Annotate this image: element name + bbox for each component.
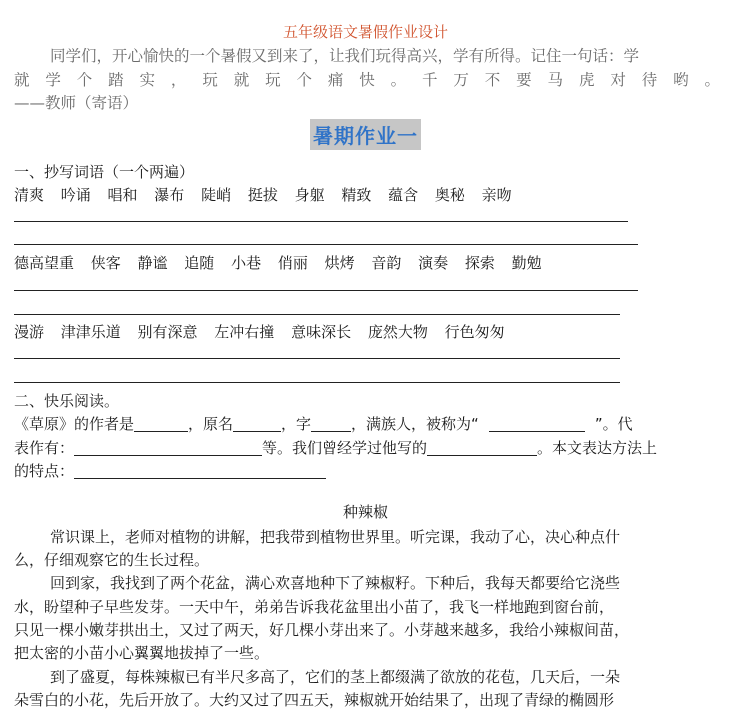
story-line: 回到家，我找到了两个花盆，满心欢喜地种下了辣椒籽。下种后，我每天都要给它浇些	[50, 574, 621, 592]
copy-line	[14, 290, 638, 291]
question-2	[14, 437, 657, 458]
story-line: 到了盛夏，每株辣椒已有半尺多高了，它们的茎上都缀满了欲放的花苞，几天后，一朵	[50, 668, 621, 686]
answer-blank	[74, 464, 326, 479]
intro-line-1: 同学们，开心愉快的一个暑假又到来了，让我们玩得高兴，学有所得。记住一句话：学	[50, 47, 640, 65]
section2-title: 二、快乐阅读。	[14, 392, 120, 410]
copy-line	[14, 221, 628, 222]
answer-blank	[311, 417, 351, 432]
word-row-2: 德高望重 侠客 静谧 追随 小巷 俏丽 烘烤 音韵 演奏 探索 勤勉	[14, 254, 542, 272]
story-line: 水，盼望种子早些发芽。一天中午，弟弟告诉我花盆里出小苗了，我飞一样地跑到窗台前，	[14, 598, 615, 616]
question-text: ，字	[281, 415, 312, 433]
word-row-1: 清爽 吟诵 唱和 瀑布 陡峭 挺拔 身躯 精致 蕴含 奥秘 亲吻	[14, 186, 512, 204]
answer-blank	[427, 441, 537, 456]
story-line: 把太密的小苗小心翼翼地拔掉了一些。	[14, 644, 270, 662]
question-text: 的特点：	[14, 462, 75, 480]
question-3	[14, 460, 326, 481]
heading-row	[0, 119, 731, 150]
intro-signature: ——教师（寄语）	[14, 94, 139, 112]
question-text: 表作有：	[14, 439, 75, 457]
copy-line	[14, 244, 638, 245]
story-line: 么，仔细观察它的生长过程。	[14, 551, 210, 569]
answer-blank	[489, 417, 585, 432]
question-text: 等。我们曾经学过他写的	[262, 439, 428, 457]
intro-line-2: 就 学 个 踏 实 ， 玩 就 玩 个 痛 快 。 千 万 不 要 马 虎 对 待 哟 。	[14, 71, 720, 89]
copy-line	[14, 382, 620, 383]
answer-blank	[74, 441, 262, 456]
story-title: 种辣椒	[342, 503, 388, 521]
word-row-3: 漫游 津津乐道 别有深意 左冲右撞 意味深长 庞然大物 行色匆匆	[14, 323, 505, 341]
story-line: 朵雪白的小花，先后开放了。大约又过了四五天，辣椒就开始结果了，出现了青绿的椭圆形	[14, 691, 615, 709]
answer-blank	[134, 417, 188, 432]
copy-line	[14, 314, 620, 315]
document-title: 五年级语文暑假作业设计	[282, 23, 448, 41]
question-text: 《草原》的作者是	[14, 415, 135, 433]
question-text: ，满族人，被称为“	[351, 415, 479, 433]
section1-title: 一、抄写词语（一个两遍）	[14, 163, 195, 181]
story-line: 只见一棵小嫩芽拱出土，又过了两天，好几棵小芽出来了。小芽越来越多，我给小辣椒间苗，	[14, 621, 630, 639]
assignment-heading: 暑期作业一	[310, 119, 421, 150]
question-1	[14, 413, 633, 434]
answer-blank	[233, 417, 281, 432]
question-text: ”。代	[594, 415, 633, 433]
question-text: 。本文表达方法上	[537, 439, 658, 457]
copy-line	[14, 358, 620, 359]
story-line: 常识课上，老师对植物的讲解，把我带到植物世界里。听完课，我动了心，决心种点什	[50, 528, 621, 546]
question-text: ，原名	[188, 415, 234, 433]
